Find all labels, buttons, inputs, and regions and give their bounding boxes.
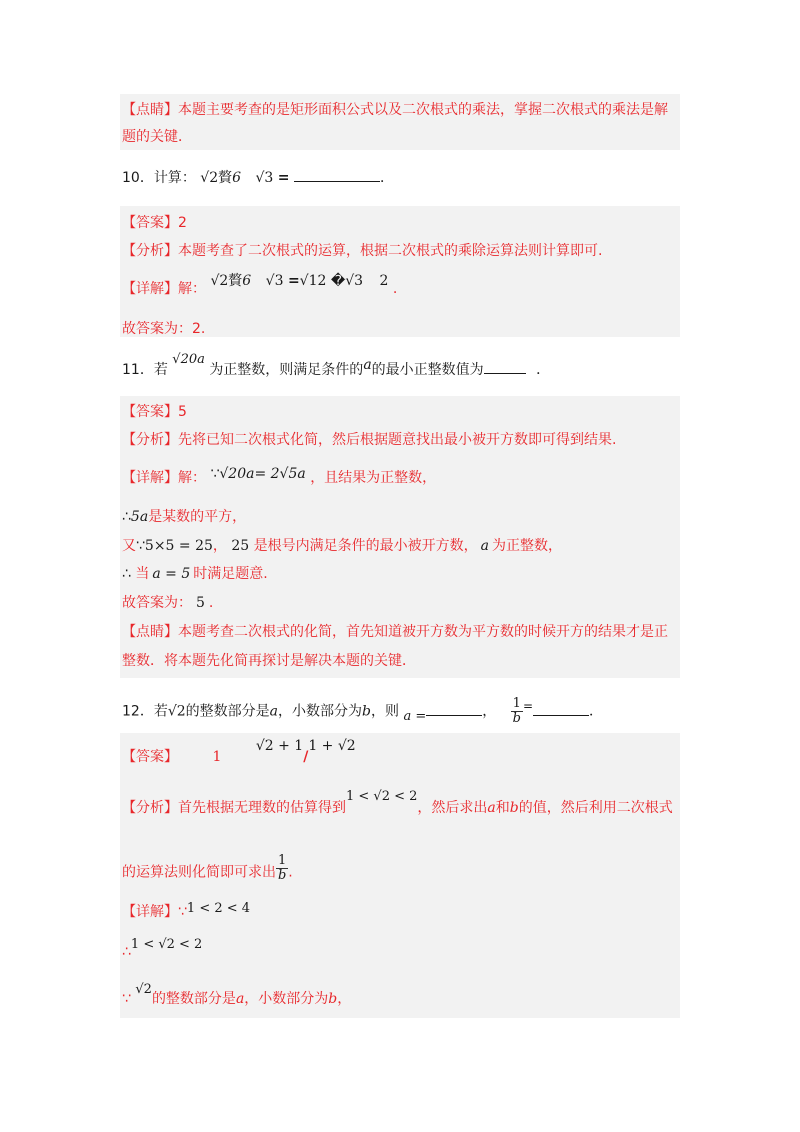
analysis-text2: ，然后求出	[417, 800, 488, 816]
q11-conclusion	[122, 592, 213, 614]
dianjing-text: 本题考查二次根式的化简，首先知道被开方数为平方数的时候开方的结果才是正	[178, 624, 668, 640]
detail-label: 【详解】	[122, 904, 178, 920]
line3-you: 又	[122, 538, 136, 554]
line3-text2: ，小数部分为	[244, 991, 329, 1007]
detail-prefix: 解：	[178, 470, 206, 486]
q10-conclusion	[122, 318, 205, 340]
detail-label: 【详解】	[122, 470, 178, 486]
line4-expr: a = 5	[152, 566, 191, 582]
q12-var-b: b	[362, 703, 371, 720]
line3-text1: 是根号内满足条件的最小被开方数，	[253, 538, 478, 554]
q10-eq: =	[277, 170, 290, 186]
analysis-and: 和	[495, 800, 510, 816]
therefore-symbol: ∴	[122, 944, 131, 960]
conclusion-value: 5	[196, 595, 205, 611]
therefore-symbol: ∴	[122, 509, 131, 525]
q9-dianjing-line1	[122, 99, 668, 121]
analysis-text: 本题考查了二次根式的运算，根据二次根式的乘除运算法则计算即可.	[178, 243, 603, 259]
detail-label: 【详解】	[122, 281, 178, 297]
detail-ineq1: 1 < 2 < 4	[186, 901, 251, 916]
conclusion-text: 故答案为：	[122, 595, 192, 611]
detail-d: √12	[299, 273, 327, 289]
q12-a-eq: a =	[403, 708, 427, 724]
q12-text1: 的整数部分是	[185, 703, 270, 720]
q12-detail	[122, 901, 250, 924]
detail-expr1: √20a	[219, 466, 255, 482]
dianjing-label: 【点睛】	[122, 102, 178, 118]
line4-text: 时满足题意.	[193, 566, 268, 582]
analysis-line2: 的运算法则化简即可求出	[122, 864, 276, 881]
answer-blank	[484, 359, 526, 374]
detail-c: √3	[265, 273, 284, 289]
answer-label: 【答案】	[122, 404, 178, 420]
detail-garble: 贅	[228, 273, 243, 289]
answer-value: 2	[178, 215, 187, 231]
q10-expr-c: √3	[255, 170, 274, 186]
analysis-end: .	[288, 864, 293, 881]
analysis-label: 【分析】	[122, 432, 178, 448]
q11-analysis	[122, 429, 616, 451]
line2-text: 是某数的平方，	[148, 509, 247, 525]
q10-expr-garble: 贅	[218, 170, 233, 186]
answer-value-2: √2 + 1	[255, 738, 304, 754]
answer-blank	[294, 167, 380, 182]
answer-blank-a	[426, 701, 482, 716]
q12-question	[122, 697, 603, 726]
q12-var-a: a	[269, 703, 279, 720]
conclusion-text: 故答案为：2.	[122, 321, 206, 337]
q11-line4	[122, 563, 268, 585]
analysis-fraction: $\frac{1}{b}$	[277, 853, 287, 883]
therefore-symbol: ∴	[122, 566, 131, 582]
answer-value-1: 1	[212, 749, 222, 765]
q11-dianjing-line2	[122, 650, 416, 672]
line3-text1: 的整数部分是	[151, 991, 236, 1007]
q10-end: ．	[379, 170, 394, 186]
q11-answer	[122, 401, 187, 423]
because-symbol: ∵	[178, 904, 187, 920]
answer-blank-b	[533, 701, 589, 716]
line3-b: b	[328, 991, 338, 1007]
q10-expr-a: √2	[200, 170, 219, 186]
line3-end: ，	[337, 991, 352, 1007]
detail-diamond: �	[330, 273, 346, 289]
q12-fraction: $\frac{1}{b}$	[512, 696, 521, 726]
analysis-b: b	[509, 800, 519, 816]
dianjing-text: 本题主要考查的是矩形面积公式以及二次根式的乘法，掌握二次根式的乘法是解	[178, 102, 668, 118]
q10-answer	[122, 212, 187, 234]
line4-when: 当	[135, 566, 150, 582]
question-number: 10．计算：	[122, 170, 196, 186]
analysis-text: 先将已知二次根式化简，然后根据题意找出最小被开方数即可得到结果.	[178, 432, 617, 448]
detail-eq: =	[287, 273, 300, 289]
q11-line3	[122, 535, 562, 557]
q10-question	[122, 167, 394, 189]
q12-text3: ，则	[370, 703, 399, 720]
q10-detail	[122, 273, 398, 300]
analysis-ineq: 1 < √2 < 2	[346, 789, 418, 804]
detail-f: 2	[379, 273, 389, 289]
because-symbol: ∵	[122, 991, 131, 1007]
analysis-a: a	[487, 800, 496, 816]
line3-num: 25	[231, 538, 250, 554]
answer-value-3: 1 + √2	[308, 738, 356, 754]
because-symbol: ∵	[136, 538, 145, 554]
analysis-text1: 首先根据无理数的估算得到	[178, 800, 346, 816]
conclusion-end: .	[208, 595, 214, 611]
q10-expr-b: 6	[232, 170, 242, 186]
line3-var: a	[480, 538, 490, 554]
q9-dianjing-line2	[122, 126, 192, 148]
detail-prefix: 解：	[178, 281, 206, 297]
answer-label: 【答案】	[122, 215, 178, 231]
q12-text2: ，小数部分为	[278, 703, 363, 720]
line2-expr: 5a	[130, 509, 149, 525]
q12-answer	[122, 738, 356, 768]
analysis-label: 【分析】	[122, 800, 178, 816]
detail-b: 6	[242, 273, 252, 289]
line3-a: a	[235, 991, 245, 1007]
answer-sep: /	[303, 749, 309, 765]
q12-sqrt2: √2	[167, 703, 186, 720]
answer-value: 5	[178, 404, 187, 420]
question-number: 12．若	[122, 703, 168, 720]
dianjing-label: 【点睛】	[122, 624, 178, 640]
analysis-label: 【分析】	[122, 243, 178, 259]
question-number: 11．若	[122, 362, 168, 378]
detail-e: √3	[345, 273, 364, 289]
dianjing-text: 整数．将本题先化简再探讨是解决本题的关键．	[122, 653, 416, 669]
q11-question	[122, 352, 551, 382]
q12-analysis-line2	[122, 853, 293, 887]
q11-tail: 的最小正整数值为	[371, 362, 484, 378]
q11-end: ．	[536, 362, 551, 378]
detail-expr2: = 2√5a	[254, 466, 306, 482]
q12-frac-eq: =	[522, 698, 534, 713]
q11-expr: √20a	[172, 352, 205, 367]
answer-label: 【答案】	[122, 749, 178, 765]
because-symbol: ∵	[210, 466, 220, 482]
detail-end: .	[392, 281, 398, 297]
q11-mid: 为正整数，则满足条件的	[209, 362, 364, 378]
q12-line3	[122, 982, 352, 1011]
q11-line2	[122, 506, 246, 528]
line3-sqrt: √2	[135, 982, 152, 997]
line3-sep: ，	[212, 538, 227, 554]
q11-dianjing-line1	[122, 621, 668, 643]
detail-a: √2	[210, 273, 229, 289]
q12-end: ．	[589, 703, 604, 720]
line3-expr: 5×5 = 25	[144, 538, 213, 554]
dianjing-text: 题的关键．	[122, 129, 192, 145]
line3-text2: 为正整数，	[492, 538, 563, 554]
q12-line2	[122, 933, 203, 960]
q12-comma: ，	[482, 703, 497, 720]
detail-text: ，且结果为正整数，	[310, 470, 437, 486]
q12-analysis-line1	[122, 789, 673, 820]
q11-var-a: a	[363, 357, 372, 373]
analysis-text3: 的值，然后利用二次根式	[518, 800, 673, 816]
q10-analysis	[122, 240, 602, 262]
detail-ineq2: 1 < √2 < 2	[130, 937, 203, 952]
q11-detail	[122, 467, 436, 489]
